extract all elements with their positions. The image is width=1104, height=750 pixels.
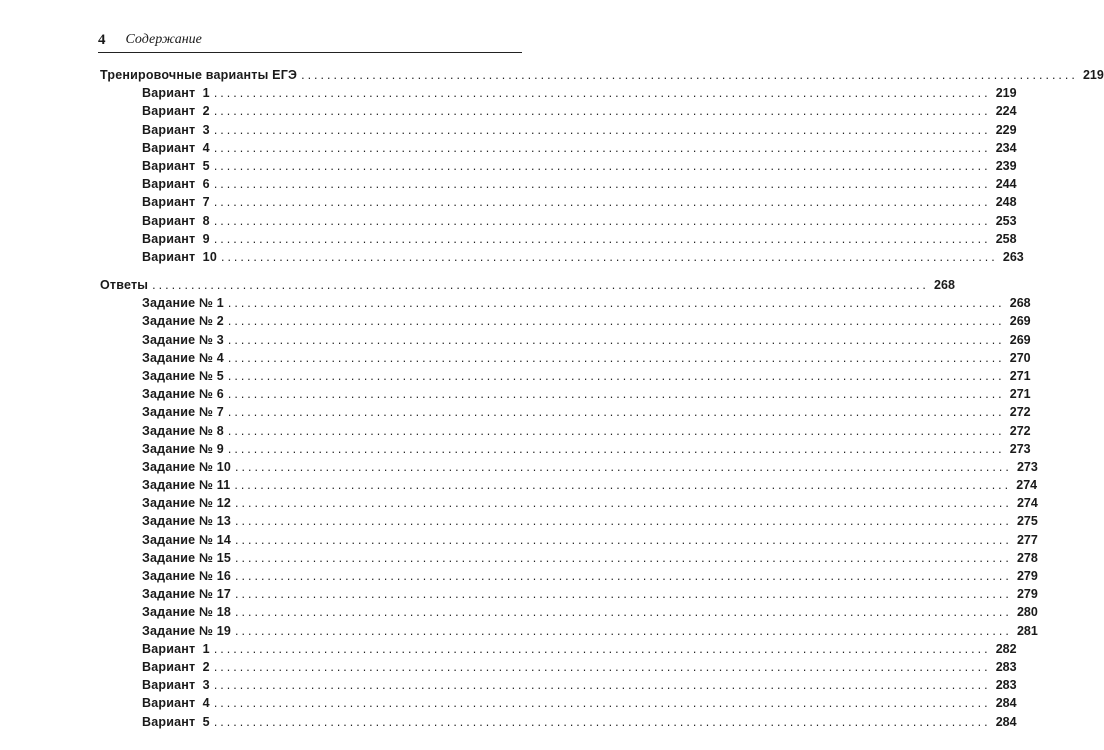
toc-label: Задание № 18 (142, 605, 232, 620)
dot-leader: ........................................................................................................................ (235, 550, 1012, 565)
toc-entry[interactable] (100, 367, 1031, 385)
dot-leader: ........................................................................................................................ (235, 623, 1012, 638)
dot-leader: ........................................................................................................................ (227, 441, 1005, 456)
toc-page-number: 268 (1009, 296, 1031, 311)
toc-entry[interactable] (100, 248, 1024, 266)
toc-label: Вариант 3 (142, 678, 210, 693)
toc-label: Задание № 7 (142, 405, 224, 420)
toc-section-title[interactable] (100, 66, 1104, 84)
toc-page-number: 269 (1009, 332, 1031, 347)
toc-entry[interactable] (100, 193, 1017, 211)
dot-leader: ........................................................................................................................ (213, 714, 991, 729)
toc-label: Вариант 7 (142, 195, 210, 210)
dot-leader: ........................................................................................................................ (227, 368, 1005, 383)
toc-entry[interactable] (100, 403, 1031, 421)
toc-label: Вариант 5 (142, 158, 210, 173)
dot-leader: ........................................................................................................................ (213, 641, 991, 656)
dot-leader: ........................................................................................................................ (235, 532, 1012, 547)
dot-leader: ........................................................................................................................ (213, 104, 991, 119)
toc-page-number: 275 (1016, 514, 1038, 529)
dot-leader: ........................................................................................................................ (235, 569, 1012, 583)
dot-leader: ........................................................................................................................ (235, 605, 1012, 620)
toc-page-number: 272 (1009, 405, 1031, 420)
toc-label: Вариант 3 (142, 122, 210, 137)
toc-label: Задание № 14 (142, 532, 232, 547)
toc-entry[interactable] (100, 331, 1031, 349)
dot-leader: ........................................................................................................................ (213, 195, 991, 210)
toc-label: Вариант 5 (142, 714, 210, 729)
toc-label: Задание № 15 (142, 550, 232, 565)
toc-page-number: 269 (1009, 314, 1031, 329)
toc-page-number: 273 (1009, 441, 1031, 456)
toc-label: Вариант 2 (142, 659, 210, 674)
dot-leader: ........................................................................................................................ (227, 296, 1005, 311)
toc-page-number: 239 (995, 158, 1017, 173)
toc-entry[interactable] (100, 494, 1038, 512)
toc-entry[interactable] (100, 157, 1017, 175)
toc-page-number: 280 (1016, 605, 1038, 620)
toc-entry[interactable] (100, 84, 1017, 102)
toc-entry[interactable] (100, 175, 1017, 193)
toc-entry[interactable] (100, 312, 1031, 330)
toc-page-number: 219 (995, 86, 1017, 101)
toc-entry[interactable] (100, 567, 1038, 585)
dot-leader: ........................................................................................................................ (213, 122, 991, 137)
toc-label: Вариант 10 (142, 249, 217, 264)
toc-label: Задание № 5 (142, 368, 224, 383)
header-title: Содержание (125, 32, 202, 47)
dot-leader: ........................................................................................................................ (213, 86, 991, 101)
toc-page-number: 248 (995, 195, 1017, 210)
toc-label: Тренировочные варианты ЕГЭ (100, 68, 298, 82)
toc-section-title[interactable] (100, 276, 955, 294)
toc-label: Задание № 8 (142, 423, 224, 438)
dot-leader: ........................................................................................................................ (227, 350, 1005, 365)
toc-entry[interactable] (100, 349, 1031, 367)
toc-entry[interactable] (100, 585, 1038, 603)
toc-section-training (100, 66, 1104, 266)
dot-leader: ........................................................................................................................ (213, 213, 991, 228)
toc-page-number: 268 (934, 278, 955, 292)
dot-leader: ........................................................................................................................ (213, 678, 991, 693)
toc-entry[interactable] (100, 694, 1017, 712)
toc-page-number: 271 (1009, 387, 1031, 402)
dot-leader: ........................................................................................................................ (235, 514, 1012, 529)
dot-leader: ........................................................................................................................ (235, 459, 1012, 474)
toc-entry[interactable] (100, 658, 1017, 676)
toc-page-number: 234 (995, 140, 1017, 155)
dot-leader: ........................................................................................................................ (227, 332, 1005, 347)
toc-label: Задание № 11 (142, 478, 231, 493)
toc-label: Ответы (100, 278, 149, 292)
toc-page-number: 282 (995, 641, 1017, 656)
toc-label: Задание № 13 (142, 514, 232, 529)
toc-page-number: 253 (995, 213, 1017, 228)
dot-leader: ........................................................................................................................ (235, 496, 1012, 511)
toc-entry[interactable] (100, 212, 1017, 230)
toc-entry[interactable] (100, 713, 1017, 731)
toc-label: Вариант 8 (142, 213, 210, 228)
toc-entry[interactable] (100, 622, 1038, 640)
toc-page-number: 281 (1016, 623, 1038, 638)
toc-page-number: 279 (1016, 569, 1038, 583)
toc-label: Задание № 3 (142, 332, 224, 347)
toc-page-number: 271 (1009, 368, 1031, 383)
toc-page-number: 283 (995, 678, 1017, 693)
page-number: 4 (98, 32, 106, 48)
toc-page-number: 274 (1016, 496, 1038, 511)
toc-entry[interactable] (100, 294, 1031, 312)
running-header (98, 30, 522, 53)
toc-label: Задание № 16 (142, 569, 232, 583)
toc-label: Вариант 1 (142, 86, 210, 101)
dot-leader: ........................................................................................................................ (227, 314, 1005, 329)
dot-leader: ........................................................................................................................ (213, 231, 991, 246)
toc-page-number: 270 (1009, 350, 1031, 365)
toc-page-number: 229 (995, 122, 1017, 137)
dot-leader: ........................................................................................................................ (213, 659, 991, 674)
toc-label: Вариант 2 (142, 104, 210, 119)
dot-leader: ........................................................................................................................ (235, 587, 1012, 602)
dot-leader: ........................................................................................................................ (220, 249, 998, 264)
toc-label: Вариант 4 (142, 696, 210, 711)
dot-leader: ........................................................................................................................ (213, 158, 991, 173)
dot-leader: ........................................................................................................................ (213, 177, 991, 192)
toc-page-number: 284 (995, 696, 1017, 711)
toc-page-number: 272 (1009, 423, 1031, 438)
toc-entry[interactable] (100, 549, 1038, 567)
dot-leader: ........................................................................................................................ (213, 696, 991, 711)
toc-page-number: 279 (1016, 587, 1038, 602)
toc-label: Вариант 9 (142, 231, 210, 246)
toc-label: Задание № 1 (142, 296, 224, 311)
toc-label: Задание № 6 (142, 387, 224, 402)
toc-label: Задание № 4 (142, 350, 224, 365)
dot-leader: ........................................................................................................................ (213, 140, 991, 155)
toc-entry[interactable] (100, 440, 1031, 458)
dot-leader: ........................................................................................................................ (301, 68, 1078, 82)
dot-leader: ........................................................................................................................ (227, 423, 1005, 438)
toc-entry[interactable] (100, 531, 1038, 549)
toc-label: Задание № 9 (142, 441, 224, 456)
toc-label: Вариант 6 (142, 177, 210, 192)
toc-page-number: 284 (995, 714, 1017, 729)
toc-label: Задание № 2 (142, 314, 224, 329)
toc-page-number: 274 (1016, 478, 1038, 493)
toc-entry[interactable] (100, 230, 1017, 248)
toc-entry[interactable] (100, 640, 1017, 658)
dot-leader: ........................................................................................................................ (234, 478, 1012, 493)
dot-leader: ........................................................................................................................ (227, 387, 1005, 402)
toc-entry[interactable] (100, 458, 1038, 476)
toc-entry[interactable] (100, 102, 1017, 120)
toc-page-number: 219 (1082, 68, 1104, 82)
toc-entry[interactable] (100, 385, 1031, 403)
toc-page-number: 273 (1016, 459, 1038, 474)
toc-entry[interactable] (100, 139, 1017, 157)
toc-entry[interactable] (100, 603, 1038, 621)
toc-entry[interactable] (100, 512, 1038, 530)
toc-page-number: 224 (995, 104, 1017, 119)
dot-leader: ........................................................................................................................ (152, 278, 929, 292)
toc-label: Задание № 10 (142, 459, 232, 474)
toc-entry[interactable] (100, 476, 1038, 494)
toc-entry[interactable] (100, 422, 1031, 440)
toc-label: Задание № 19 (142, 623, 232, 638)
toc-entry[interactable] (100, 121, 1017, 139)
toc-label: Вариант 1 (142, 641, 210, 656)
toc-label: Задание № 17 (142, 587, 232, 602)
toc-page-number: 263 (1002, 249, 1024, 264)
dot-leader: ........................................................................................................................ (227, 405, 1005, 420)
toc-page-number: 277 (1016, 532, 1038, 547)
toc-page-number: 278 (1016, 550, 1038, 565)
toc-label: Задание № 12 (142, 496, 232, 511)
toc-page-number: 244 (995, 177, 1017, 192)
toc-entry[interactable] (100, 676, 1017, 694)
toc-page-number: 283 (995, 659, 1017, 674)
toc-page-number: 258 (995, 231, 1017, 246)
toc-label: Вариант 4 (142, 140, 210, 155)
toc-section-answers (100, 276, 1038, 731)
